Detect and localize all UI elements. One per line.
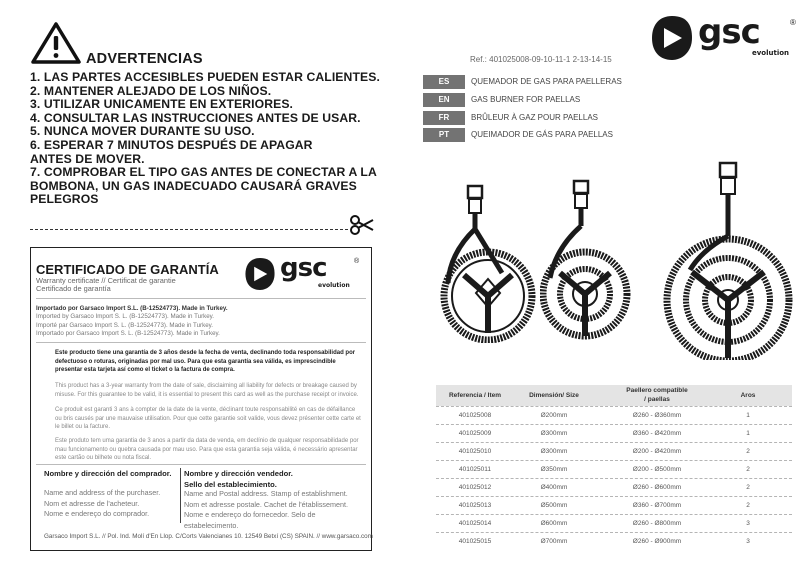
seller-section (184, 469, 370, 531)
column-divider (180, 468, 181, 523)
warranty-text-en: This product has a 3-year warranty from the date of sale, disclaiming all liability for defects or breakage caused by misuse. For this guarantee to be valid, it is essential to present this card as well as the purchase receipt or invoice. (55, 383, 359, 398)
cell-paellero: Ø260 - Ø900mm (632, 538, 682, 545)
importer-line: Importado por Garsaco Import S.L. (B-12524773). Made in Turkey. (36, 305, 228, 312)
header-paellero-2: / paellas (644, 396, 670, 403)
warning-item: 7. COMPROBAR EL TIPO GAS ANTES DE CONECTAR A LA (30, 165, 377, 180)
cell-dim: Ø600mm (540, 520, 568, 527)
divider (36, 298, 366, 299)
cell-aros: 2 (746, 448, 750, 455)
language-text: QUEMADOR DE GAS PARA PAELLERAS (471, 77, 622, 86)
warnings-list (30, 71, 390, 207)
certificate-logo (244, 253, 364, 296)
header-ref: Referencia / Item (448, 392, 502, 399)
cell-aros: 2 (746, 466, 750, 473)
warning-triangle-icon (30, 21, 82, 65)
language-code: ES (423, 75, 465, 89)
cell-dim: Ø350mm (540, 466, 568, 473)
language-code: PT (423, 128, 465, 142)
cell-ref: 401025015 (458, 538, 492, 545)
seller-line: Nom et adresse postale. Cachet de l'établissement. (184, 499, 348, 509)
cell-aros: 1 (746, 430, 750, 437)
cell-ref: 401025013 (458, 502, 492, 509)
logo-sub-text: evolution (752, 49, 790, 57)
gsc-logo-icon (244, 256, 276, 292)
buyer-line: Name and address of the purchaser. (44, 488, 161, 497)
cell-aros: 2 (746, 484, 750, 491)
cell-paellero: Ø360 - Ø420mm (632, 430, 682, 437)
language-row-fr (423, 111, 623, 125)
table-row (436, 478, 792, 497)
table-row (436, 460, 792, 479)
table-row (436, 424, 792, 443)
buyer-heading: Nombre y dirección del comprador. (44, 469, 172, 478)
cell-paellero: Ø200 - Ø420mm (632, 448, 682, 455)
language-row-en (423, 93, 623, 107)
cell-ref: 401025011 (458, 466, 492, 473)
cell-dim: Ø300mm (540, 448, 568, 455)
cell-ref: 401025014 (458, 520, 492, 527)
importer-info (36, 305, 366, 338)
cell-aros: 3 (746, 538, 750, 545)
table-row (436, 496, 792, 515)
warning-item: 2. MANTENER ALEJADO DE LOS NIÑOS. (30, 83, 272, 98)
cell-ref: 401025009 (458, 430, 492, 437)
cell-ref: 401025008 (458, 412, 492, 419)
header-aros: Aros (740, 392, 756, 399)
language-text: GAS BURNER FOR PAELLAS (471, 95, 581, 104)
seller-line: Name and Postal address. Stamp of establishment. (184, 489, 348, 498)
warranty-text-pt: Este produto tem uma garantia de 3 anos a partir da data de venda, em declínio de qualquer responsabilidade por mau funcionamento ou quebra causada por mau uso. Para que esta garantia seja válida, é necessário apresentar este cartão ou bilhete ou nota fiscal. (55, 438, 359, 461)
divider (36, 464, 366, 465)
burner-triple-ring-illustration (662, 160, 798, 360)
cell-aros: 2 (746, 502, 750, 509)
logo-registered: ® (354, 258, 360, 265)
buyer-section (44, 469, 178, 520)
warranty-text-es: Este producto tiene una garantía de 3 años desde la fecha de venta, declinando toda responsabilidad por defectuoso o roturas, originadas por mal uso. Para que esta garantía sea válida, es imprescindible presentar esta tarjeta así como el ticket o la factura de compra. (55, 350, 356, 373)
buyer-line: Nome e endereço do comprador. (44, 509, 150, 519)
seller-line: Nome e endereço do fornecedor. Selo de estabelecimento. (184, 510, 316, 530)
cell-dim: Ø700mm (540, 538, 568, 545)
cell-aros: 1 (746, 412, 750, 419)
brand-logo (650, 14, 800, 64)
warning-item: BOMBONA, UN GAS INADECUADO CAUSARÁ GRAVES (30, 178, 357, 193)
cell-dim: Ø500mm (540, 502, 568, 509)
warnings-title: ADVERTENCIAS (86, 51, 203, 67)
importer-line: Imported by Garsaco Import S. L. (B-12524773). Made in Turkey. (36, 313, 215, 321)
logo-sub-text: evolution (318, 282, 350, 289)
table-row (436, 442, 792, 461)
cell-aros: 3 (746, 520, 750, 527)
table-row (436, 406, 792, 425)
warning-item: ANTES DE MOVER. (30, 151, 145, 166)
cell-ref: 401025010 (458, 448, 492, 455)
language-text: BRÛLEUR À GAZ POUR PAELLAS (471, 113, 598, 122)
seller-stamp: Sello del establecimiento. (184, 480, 277, 489)
header-paellero: Paellero compatible (626, 387, 688, 394)
header-dim: Dimensión/ Size (529, 392, 579, 399)
cell-dim: Ø300mm (540, 430, 568, 437)
cell-paellero: Ø360 - Ø700mm (632, 502, 682, 509)
warning-item: 5. NUNCA MOVER DURANTE SU USO. (30, 124, 255, 139)
table-row (436, 532, 792, 551)
table-header (436, 385, 792, 406)
table-row (436, 514, 792, 533)
warning-item: PELEGROS (30, 192, 99, 207)
certificate-title: CERTIFICADO DE GARANTÍA (36, 262, 219, 277)
cell-paellero: Ø200 - Ø500mm (632, 466, 682, 473)
language-row-es (423, 75, 623, 89)
logo-registered: ® (790, 18, 796, 27)
cell-dim: Ø200mm (540, 412, 568, 419)
language-row-pt (423, 128, 623, 142)
cell-ref: 401025012 (458, 484, 492, 491)
cut-line (30, 229, 348, 230)
burner-single-ring-illustration (436, 183, 540, 343)
cell-dim: Ø400mm (540, 484, 568, 491)
language-code: FR (423, 111, 465, 125)
seller-heading: Nombre y dirección vendedor. (184, 469, 293, 478)
certificate-subtitle: Certificado de garantía (36, 284, 111, 293)
divider (36, 342, 366, 343)
logo-main-text: gsc (698, 12, 760, 52)
warning-item: 1. LAS PARTES ACCESIBLES PUEDEN ESTAR CALIENTES. (30, 70, 380, 84)
language-code: EN (423, 93, 465, 107)
certificate-subtitle: Warranty certificate // Certificat de garantie (36, 276, 176, 285)
language-text: QUEIMADOR DE GÁS PARA PAELLAS (471, 130, 613, 139)
warning-item: 4. CONSULTAR LAS INSTRUCCIONES ANTES DE USAR. (30, 110, 361, 125)
logo-main-text: gsc (280, 253, 327, 283)
product-reference: Ref.: 401025008-09-10-11-1 2-13-14-15 (470, 55, 612, 64)
cell-paellero: Ø260 - Ø800mm (632, 520, 682, 527)
buyer-line: Nom et adresse de l'acheteur. (44, 498, 140, 508)
cell-paellero: Ø260 - Ø600mm (632, 484, 682, 491)
cell-paellero: Ø260 - Ø360mm (632, 412, 682, 419)
importer-line: Importé par Garsaco Import S. L. (B-12524773). Made in Turkey. (36, 321, 213, 329)
warranty-text-fr: Ce produit est garanti 3 ans à compter de la date de la vente, déclinant toute responsabilité en cas de défaillance ou bris causés par une mauvaise utilisation. Pour que cette garantie soit valide, vous devez présenter cette carte et le billet ou la facture. (55, 407, 361, 430)
scissors-icon (349, 214, 375, 236)
warning-item: 6. ESPERAR 7 MINUTOS DESPUÉS DE APAGAR (30, 137, 313, 152)
certificate-footer: Garsaco Import S.L. // Pol. Ind. Molí d'En Llop. C/Corts Valencianes 10. 12549 Betxí (CS) SPAIN. // www.garsaco.com (44, 533, 373, 540)
warning-item: 3. UTILIZAR UNICAMENTE EN EXTERIORES. (30, 97, 294, 112)
importer-line: Importado por Garsaco Import S. L. (B-12524773). Made in Turkey. (36, 329, 220, 337)
burner-double-ring-illustration (540, 178, 640, 353)
gsc-logo-icon (650, 14, 694, 62)
